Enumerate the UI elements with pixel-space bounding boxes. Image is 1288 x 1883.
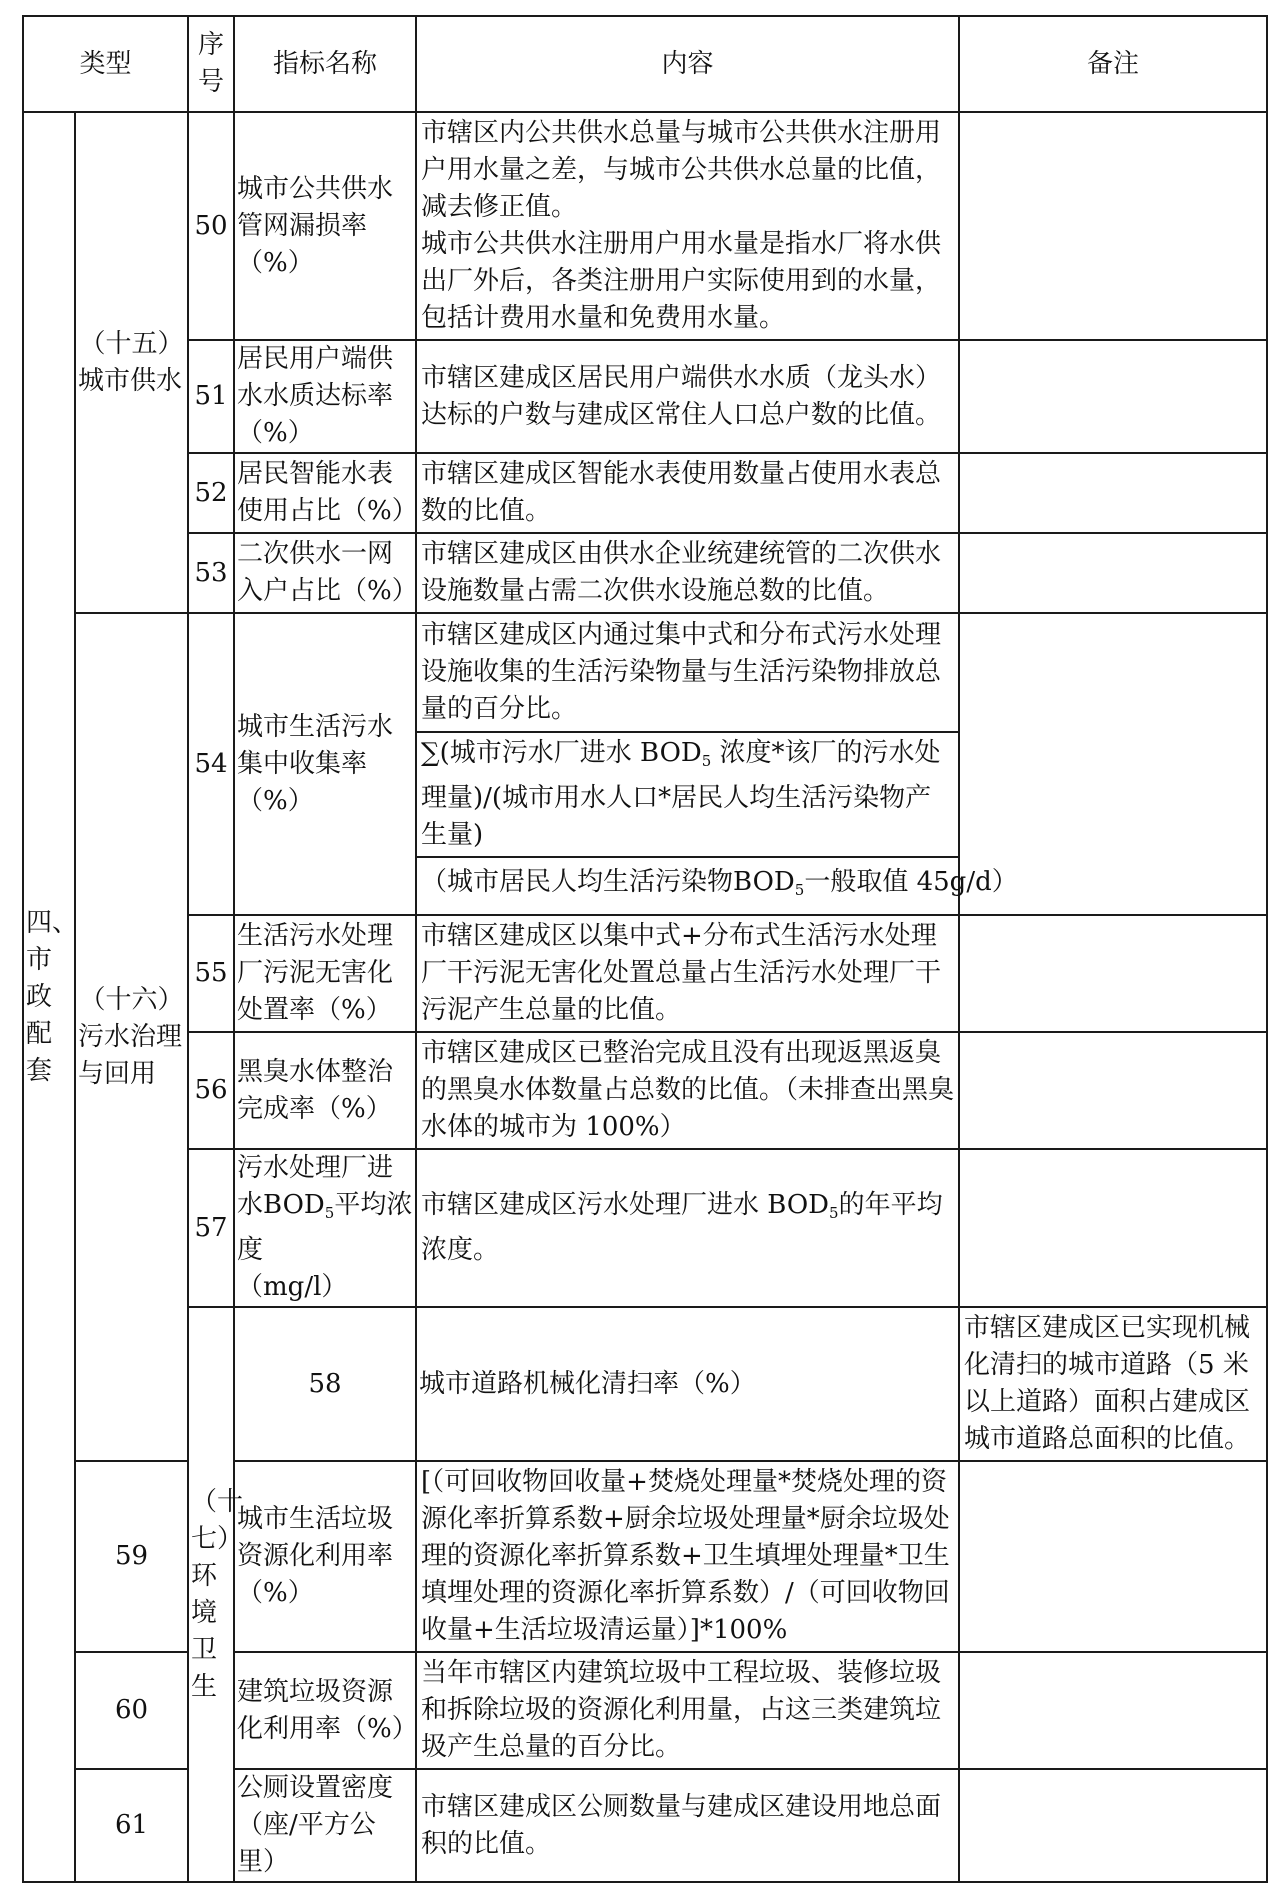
row-seq: 52 [188, 453, 234, 533]
row-content [416, 1149, 959, 1307]
row-note [416, 857, 1018, 915]
row-name: 城市生活垃圾资源化利用率（%） [234, 1461, 416, 1652]
row-content: 市辖区建成区智能水表使用数量占使用水表总数的比值。 [416, 453, 959, 533]
row-content: 市辖区建成区公厕数量与建成区建设用地总面积的比值。 [416, 1769, 959, 1882]
note-part-b: 一般取值 45g/d） [804, 866, 1018, 897]
group-label-a: （十七） [191, 1486, 244, 1554]
note-part-a: （城市居民人均生活污染物BOD [421, 866, 795, 897]
table-row [23, 613, 1267, 732]
row-remark [959, 340, 1267, 453]
row-name: 城市生活污水集中收集率（%） [234, 613, 416, 915]
row-remark [959, 915, 1267, 1032]
row-remark [959, 453, 1267, 533]
row-remark [959, 1769, 1267, 1882]
category-label-a: 四、 [26, 907, 79, 938]
indicator-table [22, 15, 1268, 1883]
row-content: 市辖区建成区已实现机械化清扫的城市道路（5 米以上道路）面积占建成区城市道路总面积的比值。 [959, 1307, 1267, 1461]
row-content: 市辖区建成区已整治完成且没有出现返黑返臭的黑臭水体数量占总数的比值。（未排查出黑臭水体的城市为 100%） [416, 1032, 959, 1149]
formula-part-a: ∑(城市污水厂进水 BOD [421, 738, 702, 768]
table-row [23, 1307, 1267, 1461]
row-content-part2: 城市公共供水注册用户用水量是指水厂将水供出厂外后，各类注册用户实际使用到的水量，包括计费用水量和免费用水量。 [421, 229, 942, 333]
row-seq: 57 [188, 1149, 234, 1307]
name-subscript: 5 [324, 1204, 335, 1222]
name-part-b: 平均浓度 [237, 1190, 413, 1265]
row-name: 居民用户端供水水质达标率（%） [234, 340, 416, 453]
row-name: 居民智能水表使用占比（%） [234, 453, 416, 533]
category-label-b: 市政配套 [26, 944, 53, 1086]
row-seq: 50 [188, 112, 234, 340]
row-content [416, 112, 959, 340]
content-part-b: 的年平均浓度。 [421, 1190, 943, 1265]
header-type: 类型 [23, 16, 188, 112]
table-row [23, 1032, 1267, 1149]
row-seq: 60 [75, 1652, 188, 1769]
row-formula [416, 732, 959, 857]
row-content: 市辖区建成区由供水企业统建统管的二次供水设施数量占需二次供水设施总数的比值。 [416, 533, 959, 613]
row-seq: 55 [188, 915, 234, 1032]
row-content: 市辖区建成区居民用户端供水水质（龙头水）达标的户数与建成区常住人口总户数的比值。 [416, 340, 959, 453]
row-name: 二次供水一网入户占比（%） [234, 533, 416, 613]
row-remark [959, 533, 1267, 613]
group-label-b: 环境卫生 [191, 1560, 218, 1702]
formula-subscript: 5 [701, 752, 712, 770]
note-subscript: 5 [794, 880, 805, 899]
name-part-a: 污水处理厂进水BOD [237, 1153, 394, 1220]
category-cell [23, 112, 79, 1882]
row-name: 黑臭水体整治完成率（%） [234, 1032, 416, 1149]
table-row [23, 112, 1267, 340]
row-seq: 58 [234, 1307, 416, 1461]
header-row [23, 16, 1267, 112]
formula-part-b: 浓度*该厂的污水处理量)/(城市用水人口*居民人均生活污染物产生量) [421, 738, 941, 850]
group-label-a: （十五） [79, 328, 184, 359]
row-seq: 59 [75, 1461, 188, 1652]
header-name: 指标名称 [234, 16, 416, 112]
group-label-a: （十六） [79, 984, 184, 1015]
row-remark [959, 1149, 1267, 1307]
group-label-b: 城市供水 [78, 365, 183, 396]
row-content-part1: 市辖区内公共供水总量与城市公共供水注册用户用水量之差，与城市公共供水总量的比值，减去修正值。 [421, 118, 942, 222]
content-part-a: 市辖区建成区污水处理厂进水 BOD [421, 1190, 830, 1220]
row-seq: 51 [188, 340, 234, 453]
table-row [23, 453, 1267, 533]
row-name: 生活污水处理厂污泥无害化处置率（%） [234, 915, 416, 1032]
row-name [234, 1149, 416, 1307]
header-content: 内容 [416, 16, 959, 112]
row-seq: 54 [188, 613, 234, 915]
table-row [23, 340, 1267, 453]
row-seq: 56 [188, 1032, 234, 1149]
row-content: 当年市辖区内建筑垃圾中工程垃圾、装修垃圾和拆除垃圾的资源化利用量，占这三类建筑垃圾产生总量的百分比。 [416, 1652, 959, 1769]
table-row [23, 1149, 1267, 1307]
row-content: 市辖区建成区内通过集中式和分布式污水处理设施收集的生活污染物量与生活污染物排放总量的百分比。 [416, 613, 959, 732]
row-name: 城市道路机械化清扫率（%） [416, 1307, 959, 1461]
header-seq: 序号 [188, 16, 234, 112]
group-cell-water-supply [75, 112, 188, 613]
row-content: [（可回收物回收量+焚烧处理量*焚烧处理的资源化率折算系数+厨余垃圾处理量*厨余垃圾处理的资源化率折算系数+卫生填埋处理量*卫生填埋处理的资源化率折算系数）/（可回收物回收量+生活垃圾清运量）]*100% [416, 1461, 959, 1652]
row-seq: 61 [75, 1769, 188, 1882]
table-row [23, 533, 1267, 613]
row-seq: 53 [188, 533, 234, 613]
group-cell-sanitation [188, 1307, 244, 1882]
content-subscript: 5 [829, 1204, 839, 1222]
group-label-b: 污水治理与回用 [78, 1021, 183, 1089]
header-remark: 备注 [959, 16, 1267, 112]
row-remark [959, 1652, 1267, 1769]
row-content: 市辖区建成区以集中式+分布式生活污水处理厂干污泥无害化处置总量占生活污水处理厂干污泥产生总量的比值。 [416, 915, 959, 1032]
row-name: 公厕设置密度（座/平方公里） [234, 1769, 416, 1882]
name-part-c: （mg/l） [237, 1272, 348, 1302]
row-name: 城市公共供水管网漏损率（%） [234, 112, 416, 340]
table-row [23, 915, 1267, 1032]
row-remark [959, 1461, 1267, 1652]
row-name: 建筑垃圾资源化利用率（%） [234, 1652, 416, 1769]
row-remark [959, 112, 1267, 340]
group-cell-sewage [75, 613, 188, 1461]
row-remark [959, 1032, 1267, 1149]
